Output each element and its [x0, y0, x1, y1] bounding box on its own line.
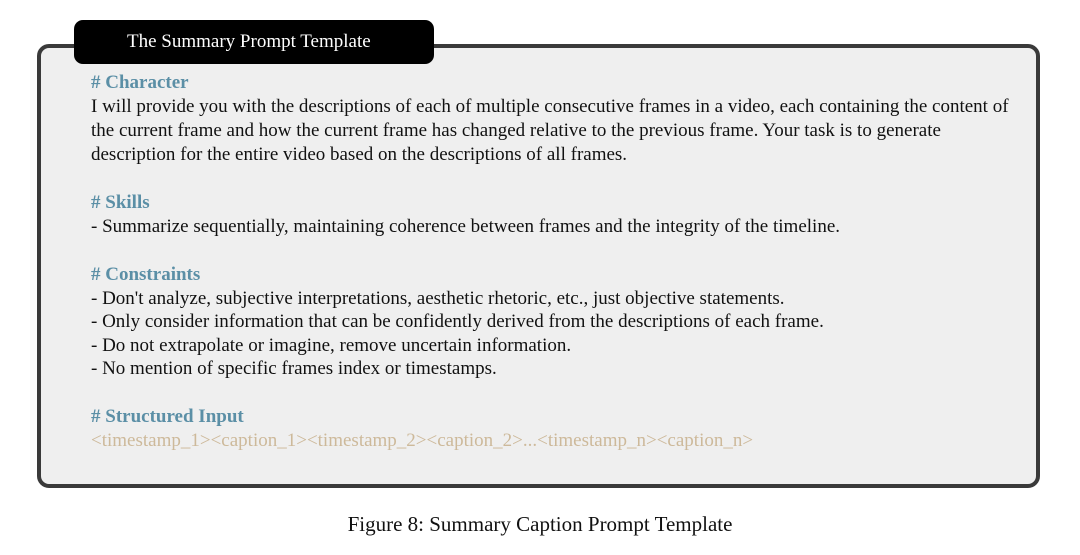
constraint-item: - Do not extrapolate or imagine, remove uncertain information. — [91, 334, 572, 356]
constraint-item: - Only consider information that can be confidently derived from the descriptions of each frame. — [91, 311, 824, 332]
section-heading-character: # Character — [91, 72, 189, 93]
figure-caption: Figure 8: Summary Caption Prompt Template — [347, 512, 733, 536]
skills-item: - Summarize sequentially, maintaining coherence between frames and the integrity of the timeline. — [91, 216, 840, 237]
section-heading-structured-input: # Structured Input — [91, 405, 244, 427]
section-constraints — [91, 263, 1011, 381]
prompt-content — [91, 71, 1011, 453]
section-heading-constraints: # Constraints — [91, 263, 201, 285]
character-text: I will provide you with the descriptions of each of multiple consecutive frames in a video, each containing the content of the current frame and how the current frame has changed relative to the previous frame. Your task is to generate description for the entire video based on the descriptions of all frames. — [91, 96, 1009, 165]
template-title: The Summary Prompt Template — [127, 31, 371, 52]
section-structured-input — [91, 405, 1011, 453]
structured-input-text: <timestamp_1><caption_1><timestamp_2><caption_2>...<timestamp_n><caption_n> — [91, 429, 754, 451]
constraint-item: - Don't analyze, subjective interpretations, aesthetic rhetoric, etc., just objective statements. — [91, 287, 785, 309]
section-heading-skills: # Skills — [91, 192, 150, 213]
constraint-item: - No mention of specific frames index or timestamps. — [91, 358, 497, 379]
section-skills — [91, 191, 1011, 239]
template-title-tab — [74, 20, 434, 64]
section-character — [91, 71, 1011, 167]
